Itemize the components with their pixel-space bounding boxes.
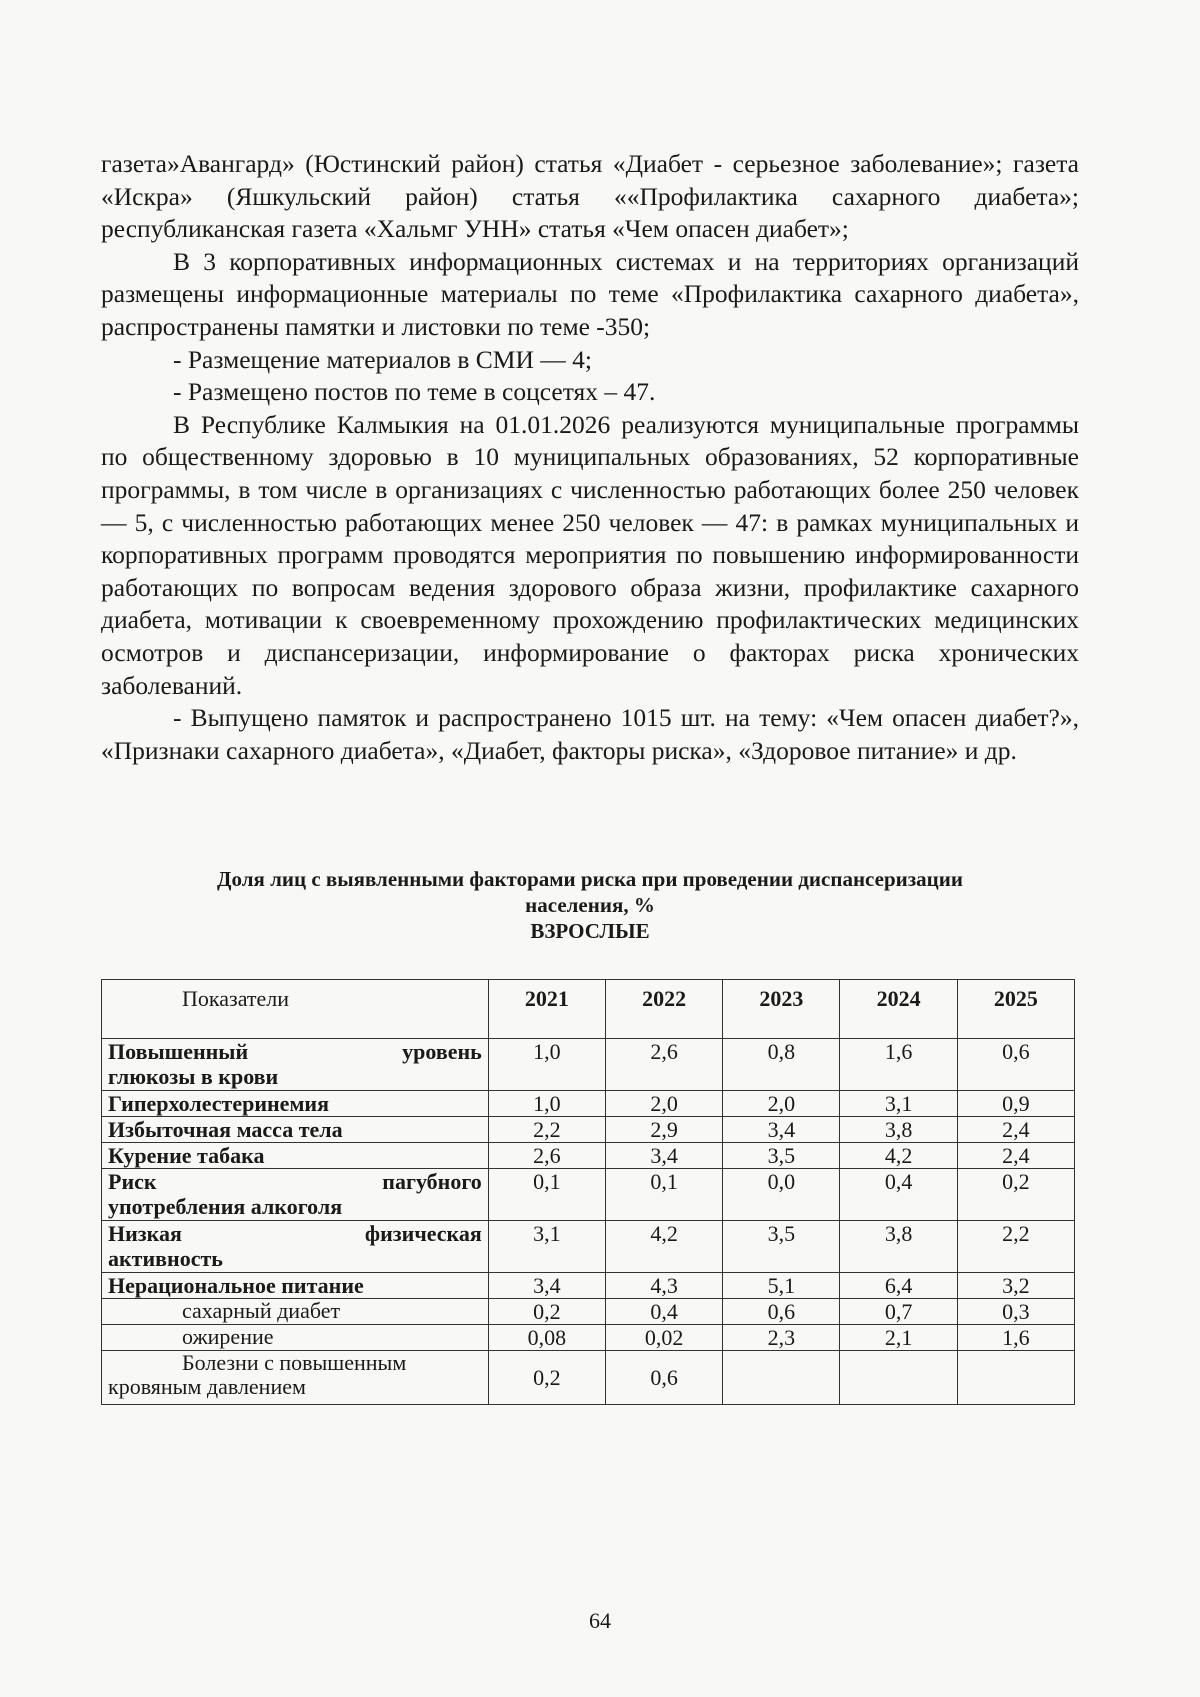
table-cell: 0,4 [840, 1169, 957, 1221]
table-cell: 2,1 [840, 1325, 957, 1351]
table-row [102, 1325, 1075, 1351]
table-cell: 0,3 [957, 1299, 1074, 1325]
row-label-part: глюкозы в крови [108, 1064, 279, 1089]
row-label-part: Риск [108, 1169, 157, 1194]
table-cell: 3,4 [488, 1273, 605, 1299]
header-cell: 2021 [488, 980, 605, 1039]
row-label: Нерациональное питание [102, 1273, 489, 1299]
risk-factors-table [101, 979, 1075, 1405]
row-label: Гиперхолестеринемия [102, 1091, 489, 1117]
row-label-part: пагубного [382, 1169, 482, 1194]
header-cell: 2022 [606, 980, 723, 1039]
row-label [102, 1351, 489, 1405]
table-cell: 2,0 [723, 1091, 840, 1117]
table-cell: 0,4 [606, 1299, 723, 1325]
page-number: 64 [589, 1608, 611, 1633]
header-cell: 2025 [957, 980, 1074, 1039]
row-label: сахарный диабет [102, 1299, 489, 1325]
table-row [102, 1091, 1075, 1117]
paragraph-leaflets: - Выпущено памяток и распространено 1015 шт. на тему: «Чем опасен диабет?», «Признаки сахарного диабета», «Диабет, факторы риска», «Здоровое питание» и др. [101, 703, 1079, 765]
table-row [102, 1299, 1075, 1325]
table-cell: 3,8 [840, 1117, 957, 1143]
table-subtitle: ВЗРОСЛЫЕ [530, 919, 650, 943]
table-cell: 1,0 [488, 1091, 605, 1117]
table-title-line1: Доля лиц с выявленными факторами риска при проведении диспансеризации [217, 867, 963, 891]
table-cell [840, 1351, 957, 1405]
table-title [101, 866, 1079, 944]
row-label: Курение табака [102, 1143, 489, 1169]
table-cell: 3,2 [957, 1273, 1074, 1299]
paragraph-corporate-systems: В 3 корпоративных информационных системах и на территориях организаций размещены информационные материалы по теме «Профилактика сахарного диабета», распространены памятки и листовки по теме -350; [101, 246, 1079, 341]
table-cell: 0,1 [488, 1169, 605, 1221]
paragraph-media: - Размещение материалов в СМИ — 4; [173, 344, 592, 374]
row-label-part: Низкая [108, 1221, 182, 1246]
header-cell: Показатели [102, 980, 489, 1039]
table-cell: 4,2 [606, 1221, 723, 1273]
table-cell: 0,9 [957, 1091, 1074, 1117]
table-cell: 2,0 [606, 1091, 723, 1117]
table-cell: 3,4 [606, 1143, 723, 1169]
row-label: Избыточная масса тела [102, 1117, 489, 1143]
table-cell: 0,7 [840, 1299, 957, 1325]
table-cell: 3,4 [723, 1117, 840, 1143]
table-cell: 2,3 [723, 1325, 840, 1351]
table-header-row [102, 980, 1075, 1039]
row-label [102, 1169, 489, 1221]
table-cell: 0,2 [957, 1169, 1074, 1221]
header-cell: 2024 [840, 980, 957, 1039]
table-cell: 6,4 [840, 1273, 957, 1299]
table-cell [957, 1351, 1074, 1405]
table-cell: 3,8 [840, 1221, 957, 1273]
paragraph-social-posts: - Размещено постов по теме в соцсетях – 47. [173, 377, 656, 407]
row-label-part: уровень [402, 1039, 482, 1064]
table-cell: 2,2 [957, 1221, 1074, 1273]
table-cell: 0,1 [606, 1169, 723, 1221]
table-cell: 0,6 [957, 1039, 1074, 1091]
table-cell: 0,6 [723, 1299, 840, 1325]
table-row [102, 1351, 1075, 1405]
table-row [102, 1143, 1075, 1169]
row-label-part: употребления алкоголя [108, 1194, 343, 1219]
body-text [101, 148, 1079, 767]
row-label [102, 1039, 489, 1091]
table-cell: 2,2 [488, 1117, 605, 1143]
table-row [102, 1169, 1075, 1221]
table-cell: 0,02 [606, 1325, 723, 1351]
table-cell: 0,2 [488, 1351, 605, 1405]
table-cell: 2,6 [488, 1143, 605, 1169]
row-label-part: Болезни с повышенным [182, 1350, 407, 1375]
table-cell [723, 1351, 840, 1405]
table-cell: 2,6 [606, 1039, 723, 1091]
table-row [102, 1117, 1075, 1143]
table-cell: 3,1 [488, 1221, 605, 1273]
table-cell: 3,5 [723, 1221, 840, 1273]
table-cell: 1,6 [840, 1039, 957, 1091]
table-cell: 0,6 [606, 1351, 723, 1405]
table-cell: 5,1 [723, 1273, 840, 1299]
table-cell: 1,6 [957, 1325, 1074, 1351]
row-label-part: физическая [364, 1221, 482, 1246]
row-label: ожирение [102, 1325, 489, 1351]
table-cell: 2,9 [606, 1117, 723, 1143]
header-cell: 2023 [723, 980, 840, 1039]
table-cell: 3,1 [840, 1091, 957, 1117]
table-cell: 0,8 [723, 1039, 840, 1091]
table-row [102, 1039, 1075, 1091]
table-cell: 4,3 [606, 1273, 723, 1299]
row-label-part: Повышенный [108, 1039, 249, 1064]
table-cell: 0,2 [488, 1299, 605, 1325]
table-cell: 1,0 [488, 1039, 605, 1091]
paragraph-programs: В Республике Калмыкия на 01.01.2026 реализуются муниципальные программы по общественному здоровью в 10 муниципальных образованиях, 52 корпоративные программы, в том числе в организациях с численностью работающих более 250 человек — 5, с численностью работающих менее 250 человек — 47: в рамках муниципальных и корпоративных программ проводятся мероприятия по повышению информированности работающих по вопросам ведения здорового образа жизни, профилактике сахарного диабета, мотивации к своевременному прохождению профилактических медицинских осмотров и диспансеризации, информирование о факторах риска хронических заболеваний. [101, 409, 1079, 700]
table-cell: 4,2 [840, 1143, 957, 1169]
row-label-part: кровяным давлением [108, 1374, 306, 1399]
table-cell: 2,4 [957, 1143, 1074, 1169]
table-row [102, 1221, 1075, 1273]
row-label [102, 1221, 489, 1273]
table-cell: 2,4 [957, 1117, 1074, 1143]
table-cell: 0,08 [488, 1325, 605, 1351]
table-title-line2: населения, % [525, 893, 655, 917]
table-cell: 0,0 [723, 1169, 840, 1221]
table-row [102, 1273, 1075, 1299]
row-label-part: активность [108, 1246, 223, 1271]
table-cell: 3,5 [723, 1143, 840, 1169]
paragraph-newspapers: газета»Авангард» (Юстинский район) статья «Диабет - серьезное заболевание»; газета «Искра» (Яшкульский район) статья ««Профилактика сахарного диабета»; республиканская газета «Хальмг УНН» статья «Чем опасен диабет»; [101, 149, 1079, 244]
